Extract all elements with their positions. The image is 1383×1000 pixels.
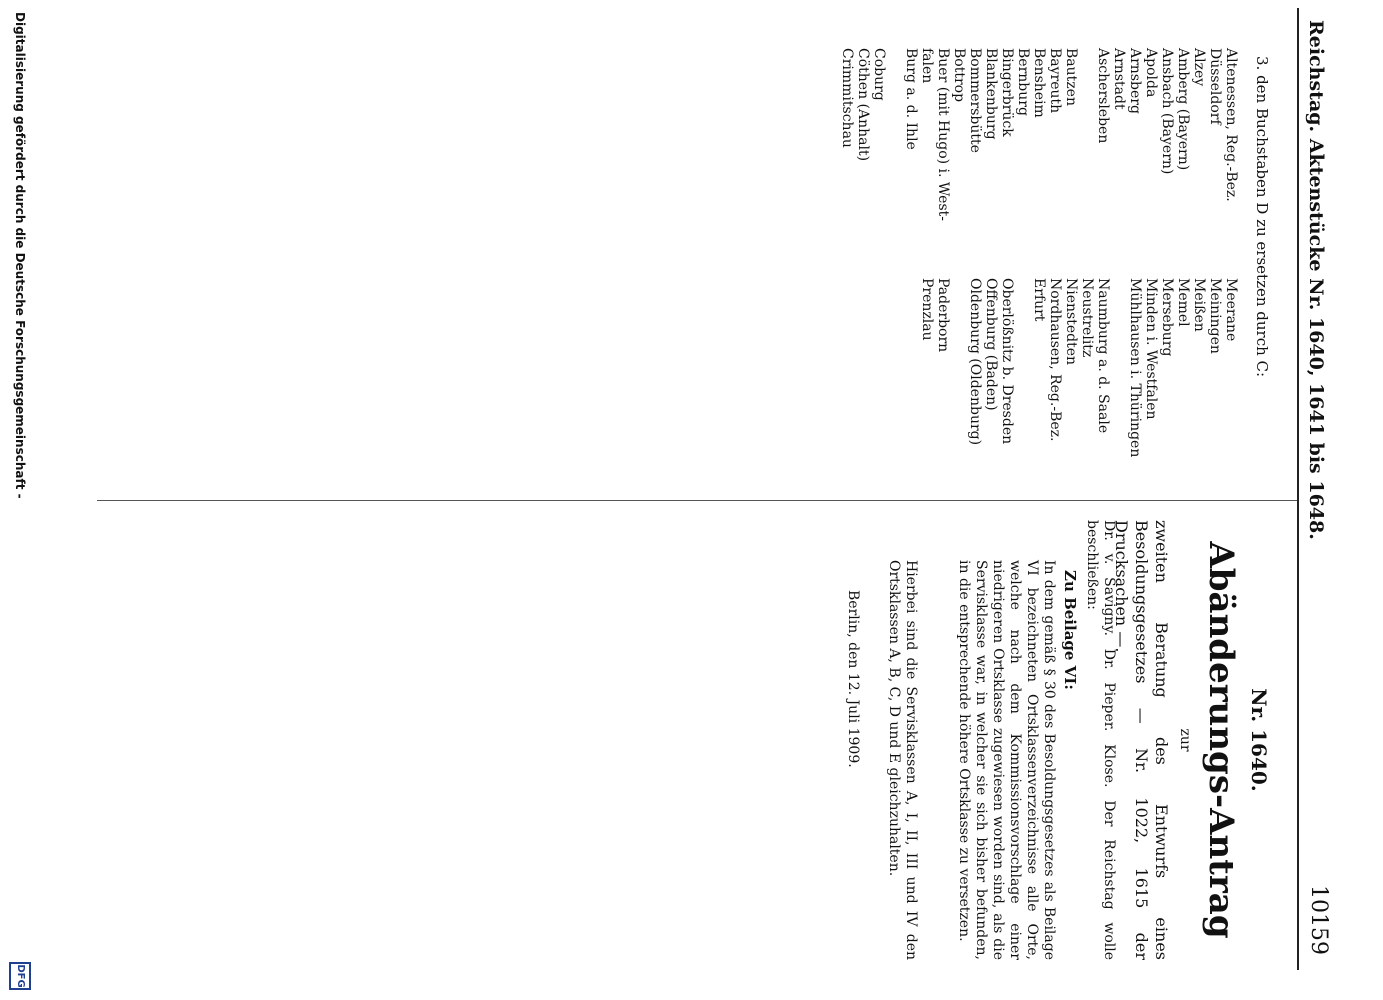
place-name: Altenessen, Reg.-Bez. (1223, 48, 1239, 202)
place-name: Offenburg (Baden) (983, 278, 999, 411)
place-name: Coburg (871, 48, 887, 101)
section-heading-replace-d: 3. den Buchstaben D zu ersetzen durch C: (1253, 56, 1271, 378)
place-name: Buer (mit Hugo) i. West- (935, 48, 951, 222)
place-name: Alzey (1191, 48, 1207, 87)
place-list-1-col-2 (919, 278, 1239, 488)
header-rule (1297, 8, 1299, 970)
place-name: Paderborn (935, 278, 951, 353)
stamp-text: Digitalisierung gefördert durch die Deutsche Forschungsgemeinschaft - (13, 12, 27, 499)
title-nr-1640: Nr. 1640. (1247, 688, 1271, 792)
place-name (1015, 278, 1031, 488)
place-name: Bernburg (1015, 48, 1031, 116)
left-column (51, 40, 1291, 490)
title-abaenderungs-antrag: Abänderungs-Antrag (1201, 541, 1241, 939)
place-name: Memel (1175, 278, 1191, 327)
motion-lead: Dr. v. Savigny. Dr. Pieper. Klose. Der Reichstag wolle beschließen: (1084, 520, 1117, 960)
place-name: Erfurt (1031, 278, 1047, 322)
title-zur: zur (1177, 728, 1193, 752)
place-name: Naumburg a. d. Saale (1095, 278, 1111, 434)
place-name (951, 278, 967, 488)
place-name: Burg a. d. Ihle (903, 48, 919, 150)
place-name: Nordhausen, Reg.-Bez. (1047, 278, 1063, 442)
place-name: Apolda (1143, 48, 1159, 98)
place-name: Mühlhausen i. Thüringen (1127, 278, 1143, 458)
place-name: Amberg (Bayern) (1175, 48, 1191, 171)
page-header (1299, 0, 1339, 1000)
place-name: Bommersbütte (967, 48, 983, 153)
place-name: Blankenburg (983, 48, 999, 140)
place-name: Düsseldorf (1207, 48, 1223, 125)
column-divider (97, 500, 1297, 501)
place-name: Cöthen (Anhalt) (855, 48, 871, 162)
place-name: Bottrop (951, 48, 967, 103)
place-name: Ansbach (Bayern) (1159, 48, 1175, 175)
place-name: Merseburg (1159, 278, 1175, 357)
digitization-stamp (5, 0, 35, 1000)
place-name: Bingerbrück (999, 48, 1015, 137)
beilage-heading: Zu Beilage VI: (1061, 570, 1079, 690)
place-name: Bensheim (1031, 48, 1047, 118)
place-name: falen (919, 48, 935, 84)
motion-text-2: Hierbei sind die Servisklassen A, I, II, III und IV den Ortsklassen A, B, C, D und E gleichzuhalten. (886, 560, 919, 960)
right-column (51, 510, 1291, 970)
place-name: Crimmitschau (839, 48, 855, 148)
date-line: Berlin, den 12. Juli 1909. (845, 590, 861, 768)
place-name: Arnsberg (1127, 48, 1143, 114)
place-name (887, 48, 903, 278)
place-name (1111, 278, 1127, 488)
place-name: Nienstedten (1063, 278, 1079, 366)
place-name: Aschersleben (1095, 48, 1111, 144)
place-name: Arnstadt (1111, 48, 1127, 110)
place-name: Bayreuth (1047, 48, 1063, 114)
place-name (1079, 48, 1095, 278)
place-name: Meißen (1191, 278, 1207, 332)
place-name: Oldenburg (Oldenburg) (967, 278, 983, 446)
dfg-logo: DFG (9, 962, 31, 990)
header-title: Reichstag. Aktenstücke Nr. 1640, 1641 bis 1648. (1305, 20, 1327, 540)
place-name: Neustrelitz (1079, 278, 1095, 358)
motion-text: In dem gemäß § 30 des Besoldungsgesetzes als Beilage VI bezeichneten Ortsklassenverzeichnisse alle Orte, welche nach dem Kommissionsvorschlage einer niedrigeren Ortsklasse zugewiesen worden sind, als die Servisklasse war, in welcher sie sich bisher befunden, in die entsprechende höhere Ortsklasse zu versetzen. (956, 560, 1057, 960)
place-name: Meerane (1223, 278, 1239, 342)
place-name: Minden i. Westfalen (1143, 278, 1159, 420)
place-name: Oberlößnitz b. Dresden (999, 278, 1015, 445)
place-list-1-col-1 (839, 48, 1239, 278)
intro-paragraph: zweiten Beratung des Entwurfs eines Besoldungsgesetzes — Nr. 1022, 1615 der Drucksachen —. (1112, 520, 1171, 960)
page-number: 10159 (1306, 885, 1331, 955)
place-name: Meiningen (1207, 278, 1223, 354)
place-name: Prenzlau (919, 278, 935, 341)
place-name: Bautzen (1063, 48, 1079, 106)
